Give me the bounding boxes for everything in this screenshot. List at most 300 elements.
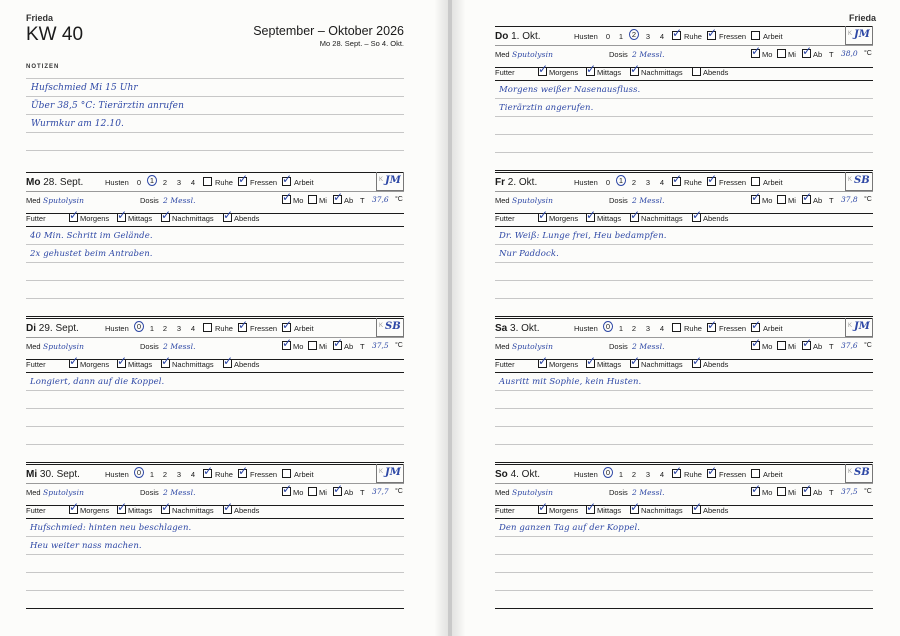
check-mark-icon: ✓: [630, 354, 641, 368]
cough-level-4[interactable]: 4: [190, 178, 196, 187]
entry-rule: [26, 390, 404, 391]
temp-unit: °C: [864, 196, 872, 203]
day-title: [495, 31, 541, 42]
dosis-value: 2 Messl.: [163, 196, 196, 205]
check-mark-icon: ✓: [751, 336, 762, 350]
entry-rule: [26, 408, 404, 409]
entry-text: 2x gehustet beim Antraben.: [30, 249, 153, 259]
check-mark-icon: ✓: [538, 500, 549, 514]
mi-label: Mi: [788, 196, 796, 205]
entry-rule: [495, 116, 873, 117]
mi-label: Mi: [319, 342, 327, 351]
mittags-checkbox[interactable]: [117, 208, 128, 222]
arbeit-checkbox[interactable]: [751, 469, 760, 478]
signature-k: K: [848, 469, 853, 475]
arbeit-label: Arbeit: [294, 324, 314, 333]
entry-text: Morgens weißer Nasenausfluss.: [499, 85, 641, 95]
check-mark-icon: ✓: [282, 172, 293, 186]
mittags-checkbox[interactable]: [117, 500, 128, 514]
ab-label: Ab: [344, 196, 354, 205]
entry-rule: [26, 554, 404, 555]
cough-level-2[interactable]: 2: [631, 178, 637, 187]
ruhe-checkbox[interactable]: [203, 323, 212, 332]
check-mark-icon: ✓: [161, 354, 172, 368]
signature-cell[interactable]: [845, 172, 873, 191]
check-mark-icon: ✓: [802, 44, 813, 58]
cough-level-0[interactable]: 0: [603, 321, 613, 332]
abends-label: Abends: [234, 214, 260, 223]
fressen-checkbox[interactable]: [707, 464, 718, 478]
ruhe-checkbox[interactable]: [672, 323, 681, 332]
abends-label: Abends: [234, 506, 260, 515]
morgens-checkbox[interactable]: [538, 208, 549, 222]
ab-checkbox[interactable]: [802, 44, 813, 58]
arbeit-checkbox[interactable]: [751, 177, 760, 186]
mo-checkbox[interactable]: [282, 482, 293, 496]
nachmittags-label: Nachmittags: [172, 214, 214, 223]
ruhe-checkbox[interactable]: [203, 464, 214, 478]
fressen-label: Fressen: [719, 470, 747, 479]
check-mark-icon: ✓: [707, 318, 718, 332]
ruhe-checkbox[interactable]: [203, 177, 212, 186]
mo-checkbox[interactable]: [282, 190, 293, 204]
mo-checkbox[interactable]: [751, 44, 762, 58]
notes-rule: [26, 78, 404, 79]
entry-text: Dr. Weiß: Lunge frei, Heu bedampfen.: [499, 231, 667, 241]
cough-level-2[interactable]: 2: [162, 178, 168, 187]
arbeit-label: Arbeit: [294, 178, 314, 187]
cough-level-4[interactable]: 4: [659, 470, 665, 479]
dosis-value: 2 Messl.: [632, 488, 665, 497]
cough-level-1[interactable]: 1: [618, 324, 624, 333]
signature-cell[interactable]: [845, 318, 873, 337]
abends-checkbox[interactable]: [223, 354, 234, 368]
day-title: [26, 177, 83, 188]
day-bottom-line: [26, 462, 404, 463]
med-value: Sputolysin: [512, 488, 554, 497]
abends-label: Abends: [703, 506, 729, 515]
entry-text: Hufschmied: hinten neu beschlagen.: [30, 523, 192, 533]
nachmittags-label: Nachmittags: [641, 214, 683, 223]
day-of-week: Sa: [495, 323, 508, 334]
day-title: [26, 469, 80, 480]
check-mark-icon: ✓: [282, 336, 293, 350]
mo-checkbox[interactable]: [751, 336, 762, 350]
arbeit-checkbox[interactable]: [282, 469, 291, 478]
cough-level-1[interactable]: 1: [149, 324, 155, 333]
fressen-label: Fressen: [250, 470, 278, 479]
ruhe-checkbox[interactable]: [672, 172, 683, 186]
entry-rule: [26, 280, 404, 281]
temp-unit: °C: [864, 342, 872, 349]
cough-level-1[interactable]: 1: [616, 175, 626, 186]
signature-initials: JM: [854, 29, 870, 40]
dosis-label: Dosis: [140, 196, 159, 205]
temp-unit: °C: [864, 488, 872, 495]
ab-label: Ab: [813, 342, 823, 351]
dosis-value: 2 Messl.: [163, 488, 196, 497]
cough-level-0[interactable]: 0: [605, 32, 611, 41]
section-divider: [495, 80, 873, 81]
notes-rule: [26, 150, 404, 151]
day-block: [26, 318, 404, 464]
cough-level-1[interactable]: 1: [618, 470, 624, 479]
ab-checkbox[interactable]: [333, 190, 344, 204]
mi-checkbox[interactable]: [777, 195, 786, 204]
cough-level-4[interactable]: 4: [659, 178, 665, 187]
abends-checkbox[interactable]: [692, 500, 703, 514]
futter-label: Futter: [495, 506, 515, 515]
mittags-checkbox[interactable]: [586, 354, 597, 368]
cough-level-3[interactable]: 3: [645, 470, 651, 479]
cough-level-2[interactable]: 2: [629, 29, 639, 40]
day-date: 3. Okt.: [510, 323, 540, 334]
row-divider: [495, 483, 873, 484]
cough-level-3[interactable]: 3: [645, 178, 651, 187]
morgens-checkbox[interactable]: [69, 500, 80, 514]
signature-k: K: [848, 31, 853, 37]
mittags-checkbox[interactable]: [586, 208, 597, 222]
entry-rule: [495, 262, 873, 263]
check-mark-icon: ✓: [238, 172, 249, 186]
check-mark-icon: ✓: [586, 62, 597, 76]
cough-level-4[interactable]: 4: [659, 32, 665, 41]
dosis-label: Dosis: [140, 488, 159, 497]
check-mark-icon: ✓: [282, 318, 293, 332]
check-mark-icon: ✓: [223, 208, 234, 222]
abends-checkbox[interactable]: [223, 500, 234, 514]
check-mark-icon: ✓: [161, 208, 172, 222]
signature-cell[interactable]: [376, 318, 404, 337]
day-date: 4. Okt.: [510, 469, 541, 480]
mo-label: Mo: [762, 50, 773, 59]
section-divider: [26, 372, 404, 373]
cough-level-3[interactable]: 3: [176, 470, 182, 479]
check-mark-icon: ✓: [161, 500, 172, 514]
entry-rule: [495, 244, 873, 245]
check-mark-icon: ✓: [751, 318, 762, 332]
entry-rule: [495, 298, 873, 299]
cough-label: Husten: [574, 178, 598, 187]
check-mark-icon: ✓: [630, 208, 641, 222]
cough-level-1[interactable]: 1: [147, 175, 157, 186]
cough-level-4[interactable]: 4: [190, 324, 196, 333]
cough-level-3[interactable]: 3: [176, 178, 182, 187]
signature-cell[interactable]: [376, 172, 404, 191]
day-block: [26, 172, 404, 318]
notes-label: NOTIZEN: [26, 64, 60, 70]
row-divider: [495, 337, 873, 338]
arbeit-label: Arbeit: [763, 178, 783, 187]
cough-level-0[interactable]: 0: [134, 321, 144, 332]
mittags-label: Mittags: [128, 360, 153, 369]
abends-checkbox[interactable]: [692, 208, 703, 222]
mittags-checkbox[interactable]: [586, 500, 597, 514]
mi-checkbox[interactable]: [308, 341, 317, 350]
check-mark-icon: ✓: [586, 208, 597, 222]
fressen-checkbox[interactable]: [707, 172, 718, 186]
check-mark-icon: ✓: [692, 208, 703, 222]
check-mark-icon: ✓: [707, 172, 718, 186]
signature-cell[interactable]: [845, 464, 873, 483]
mi-checkbox[interactable]: [308, 487, 317, 496]
arbeit-label: Arbeit: [763, 324, 783, 333]
row-divider: [26, 483, 404, 484]
day-of-week: Mo: [26, 177, 41, 188]
check-mark-icon: ✓: [538, 62, 549, 76]
arbeit-checkbox[interactable]: [282, 172, 293, 186]
mittags-checkbox[interactable]: [586, 62, 597, 76]
med-value: Sputolysin: [512, 342, 554, 351]
entry-rule: [495, 426, 873, 427]
day-date: 28. Sept.: [43, 177, 84, 188]
cough-level-2[interactable]: 2: [631, 324, 637, 333]
entry-rule: [495, 152, 873, 153]
cough-level-4[interactable]: 4: [190, 470, 196, 479]
check-mark-icon: ✓: [707, 26, 718, 40]
day-of-week: Do: [495, 31, 509, 42]
ab-checkbox[interactable]: [333, 336, 344, 350]
cough-level-3[interactable]: 3: [645, 32, 651, 41]
check-mark-icon: ✓: [707, 464, 718, 478]
abends-checkbox[interactable]: [223, 208, 234, 222]
nachmittags-label: Nachmittags: [641, 360, 683, 369]
signature-cell[interactable]: [845, 26, 873, 45]
day-block: [495, 318, 873, 464]
temperature-value: 37,6: [372, 195, 389, 204]
check-mark-icon: ✓: [69, 354, 80, 368]
mo-checkbox[interactable]: [751, 190, 762, 204]
cough-level-4[interactable]: 4: [659, 324, 665, 333]
mo-label: Mo: [762, 488, 773, 497]
entry-text: Longiert, dann auf die Koppel.: [30, 377, 165, 387]
abends-label: Abends: [234, 360, 260, 369]
mi-checkbox[interactable]: [777, 341, 786, 350]
ab-label: Ab: [813, 196, 823, 205]
arbeit-checkbox[interactable]: [282, 318, 293, 332]
check-mark-icon: ✓: [69, 208, 80, 222]
fressen-label: Fressen: [250, 324, 278, 333]
ab-checkbox[interactable]: [333, 482, 344, 496]
mi-checkbox[interactable]: [777, 487, 786, 496]
mi-label: Mi: [788, 342, 796, 351]
entry-rule: [26, 298, 404, 299]
signature-initials: SB: [854, 175, 870, 186]
cough-level-0[interactable]: 0: [136, 178, 142, 187]
section-divider: [26, 226, 404, 227]
abends-checkbox[interactable]: [692, 354, 703, 368]
cough-level-0[interactable]: 0: [605, 178, 611, 187]
med-value: Sputolysin: [512, 50, 554, 59]
morgens-checkbox[interactable]: [69, 354, 80, 368]
mi-checkbox[interactable]: [308, 195, 317, 204]
check-mark-icon: ✓: [751, 482, 762, 496]
temp-unit: °C: [864, 50, 872, 57]
entry-text: 40 Min. Schritt im Gelände.: [30, 231, 153, 241]
mittags-checkbox[interactable]: [117, 354, 128, 368]
check-mark-icon: ✓: [223, 500, 234, 514]
temp-label: T: [360, 196, 365, 205]
morgens-label: Morgens: [549, 506, 579, 515]
signature-k: K: [848, 323, 853, 329]
ab-label: Ab: [344, 488, 354, 497]
ab-label: Ab: [813, 50, 823, 59]
day-of-week: Fr: [495, 177, 505, 188]
morgens-checkbox[interactable]: [538, 354, 549, 368]
abends-label: Abends: [703, 360, 729, 369]
check-mark-icon: ✓: [69, 500, 80, 514]
check-mark-icon: ✓: [672, 172, 683, 186]
entry-rule: [26, 536, 404, 537]
ab-checkbox[interactable]: [802, 482, 813, 496]
dosis-value: 2 Messl.: [632, 196, 665, 205]
arbeit-checkbox[interactable]: [751, 31, 760, 40]
cough-level-2[interactable]: 2: [631, 470, 637, 479]
day-of-week: Mi: [26, 469, 38, 480]
cough-level-2[interactable]: 2: [162, 324, 168, 333]
entry-rule: [495, 572, 873, 573]
check-mark-icon: ✓: [333, 482, 344, 496]
check-mark-icon: ✓: [672, 464, 683, 478]
day-bottom-line: [26, 316, 404, 317]
fressen-checkbox[interactable]: [238, 318, 249, 332]
morgens-checkbox[interactable]: [538, 62, 549, 76]
ab-label: Ab: [813, 488, 823, 497]
signature-k: K: [848, 177, 853, 183]
day-bottom-line: [26, 608, 404, 609]
check-mark-icon: ✓: [802, 190, 813, 204]
note-line: Hufschmied Mi 15 Uhr: [31, 83, 138, 93]
ruhe-label: Ruhe: [215, 178, 233, 187]
temp-label: T: [829, 342, 834, 351]
mittags-label: Mittags: [597, 68, 622, 77]
cough-level-1[interactable]: 1: [149, 470, 155, 479]
signature-k: K: [379, 177, 384, 183]
fressen-checkbox[interactable]: [238, 464, 249, 478]
abends-checkbox[interactable]: [692, 67, 701, 76]
day-date: 2. Okt.: [507, 177, 538, 188]
cough-level-0[interactable]: 0: [134, 467, 144, 478]
section-divider: [26, 518, 404, 519]
entry-rule: [26, 262, 404, 263]
morgens-checkbox[interactable]: [538, 500, 549, 514]
fressen-label: Fressen: [719, 324, 747, 333]
entry-rule: [495, 98, 873, 99]
day-title: [495, 469, 540, 480]
fressen-checkbox[interactable]: [238, 172, 249, 186]
check-mark-icon: ✓: [672, 26, 683, 40]
ab-checkbox[interactable]: [802, 336, 813, 350]
day-title: [26, 323, 79, 334]
signature-initials: JM: [385, 467, 401, 478]
cough-level-0[interactable]: 0: [603, 467, 613, 478]
check-mark-icon: ✓: [333, 336, 344, 350]
right-page: [452, 0, 900, 636]
morgens-label: Morgens: [549, 360, 579, 369]
nachmittags-checkbox[interactable]: [630, 208, 641, 222]
morgens-checkbox[interactable]: [69, 208, 80, 222]
morgens-label: Morgens: [80, 506, 110, 515]
check-mark-icon: ✓: [117, 354, 128, 368]
temp-label: T: [829, 196, 834, 205]
temp-label: T: [360, 342, 365, 351]
cough-label: Husten: [574, 324, 598, 333]
futter-label: Futter: [26, 360, 46, 369]
cough-level-3[interactable]: 3: [176, 324, 182, 333]
arbeit-label: Arbeit: [763, 32, 783, 41]
signature-k: K: [379, 323, 384, 329]
check-mark-icon: ✓: [692, 354, 703, 368]
check-mark-icon: ✓: [333, 190, 344, 204]
check-mark-icon: ✓: [586, 354, 597, 368]
ruhe-checkbox[interactable]: [672, 464, 683, 478]
cough-level-1[interactable]: 1: [618, 32, 624, 41]
futter-label: Futter: [495, 360, 515, 369]
dosis-value: 2 Messl.: [632, 342, 665, 351]
entry-rule: [495, 554, 873, 555]
month-title: September – Oktober 2026: [253, 24, 404, 38]
mo-checkbox[interactable]: [751, 482, 762, 496]
nachmittags-checkbox[interactable]: [161, 500, 172, 514]
check-mark-icon: ✓: [692, 500, 703, 514]
arbeit-checkbox[interactable]: [751, 318, 762, 332]
dosis-label: Dosis: [609, 342, 628, 351]
ruhe-checkbox[interactable]: [672, 26, 683, 40]
futter-label: Futter: [26, 214, 46, 223]
dosis-label: Dosis: [140, 342, 159, 351]
nachmittags-checkbox[interactable]: [161, 354, 172, 368]
temp-unit: °C: [395, 488, 403, 495]
check-mark-icon: ✓: [282, 482, 293, 496]
ruhe-label: Ruhe: [684, 470, 702, 479]
entry-rule: [495, 444, 873, 445]
check-mark-icon: ✓: [630, 62, 641, 76]
notes-rule: [26, 114, 404, 115]
fressen-checkbox[interactable]: [707, 318, 718, 332]
cough-level-3[interactable]: 3: [645, 324, 651, 333]
med-value: Sputolysin: [512, 196, 554, 205]
nachmittags-label: Nachmittags: [172, 506, 214, 515]
mo-label: Mo: [762, 196, 773, 205]
check-mark-icon: ✓: [802, 482, 813, 496]
day-bottom-line: [495, 462, 873, 463]
entry-rule: [495, 590, 873, 591]
temp-label: T: [360, 488, 365, 497]
nachmittags-checkbox[interactable]: [161, 208, 172, 222]
day-date: 29. Sept.: [38, 323, 79, 334]
nachmittags-checkbox[interactable]: [630, 62, 641, 76]
entry-rule: [495, 390, 873, 391]
day-title: [495, 177, 537, 188]
arbeit-label: Arbeit: [763, 470, 783, 479]
check-mark-icon: ✓: [538, 208, 549, 222]
mo-checkbox[interactable]: [282, 336, 293, 350]
day-block: [26, 464, 404, 610]
nachmittags-checkbox[interactable]: [630, 500, 641, 514]
temperature-value: 37,7: [372, 487, 389, 496]
temp-unit: °C: [395, 342, 403, 349]
med-label: Med: [26, 342, 41, 351]
signature-initials: SB: [854, 467, 870, 478]
ab-checkbox[interactable]: [802, 190, 813, 204]
mi-checkbox[interactable]: [777, 49, 786, 58]
cough-level-2[interactable]: 2: [162, 470, 168, 479]
signature-cell[interactable]: [376, 464, 404, 483]
nachmittags-checkbox[interactable]: [630, 354, 641, 368]
check-mark-icon: ✓: [117, 208, 128, 222]
fressen-label: Fressen: [250, 178, 278, 187]
fressen-checkbox[interactable]: [707, 26, 718, 40]
